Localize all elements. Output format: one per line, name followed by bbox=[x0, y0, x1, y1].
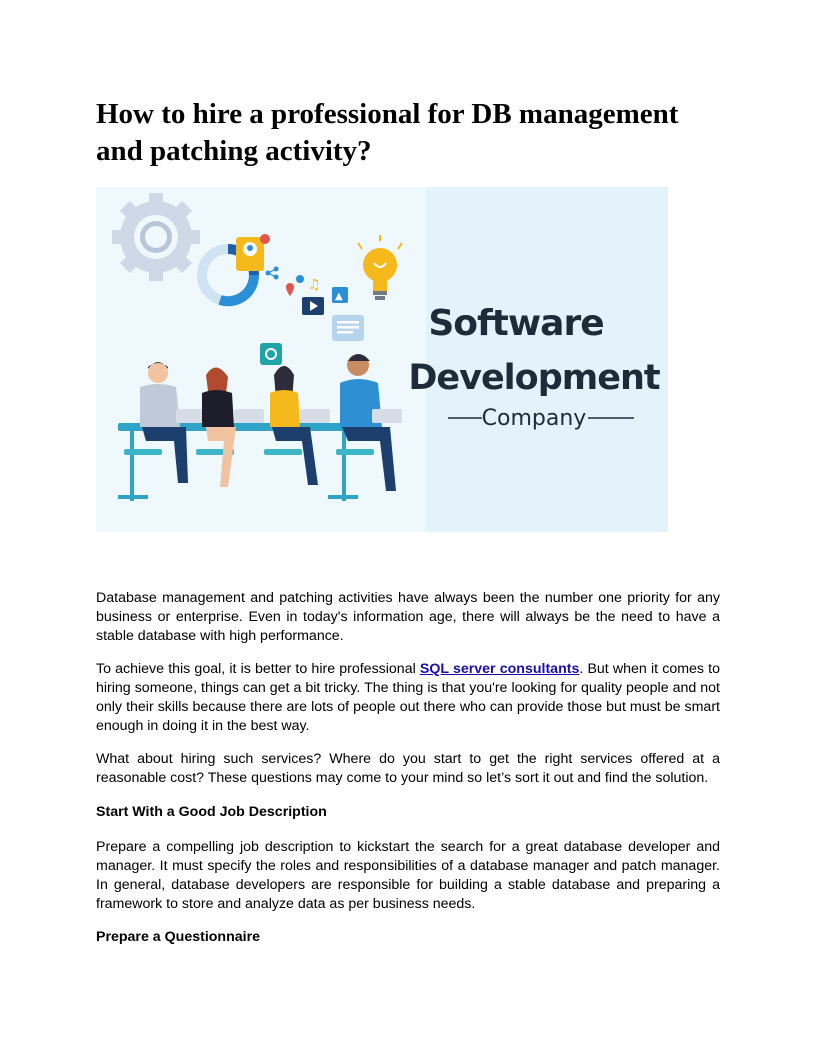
settings-icon bbox=[260, 343, 282, 365]
svg-text:▲: ▲ bbox=[335, 291, 343, 302]
play-video-icon bbox=[302, 297, 324, 315]
chat-message-icon bbox=[332, 315, 364, 341]
paragraph-questions: What about hiring such services? Where do you start to get the right services offered at a reasonable cost? These questions may come to your mind so let’s sort it out and find the solution. bbox=[96, 751, 720, 786]
like-icon bbox=[332, 287, 348, 303]
clock-icon bbox=[296, 275, 304, 283]
hero-line-software: Software bbox=[428, 303, 604, 344]
paragraph-goal-after: . But when it comes to hiring someone, things can get a bit tricky. The thing is that you're looking for quality people and not only their skills because there are lots of people out there who can provide those but must be smart enough in doing it in the best way. bbox=[96, 661, 721, 734]
heading-job-description: Start With a Good Job Description bbox=[96, 804, 327, 820]
gear-icon bbox=[112, 193, 200, 281]
paragraph-goal bbox=[96, 660, 720, 736]
hero-line-development: Development bbox=[408, 358, 660, 398]
paragraph-goal-before: To achieve this goal, it is better to hire professional bbox=[96, 661, 420, 677]
page-title: How to hire a professional for DB management and patching activity? bbox=[96, 98, 679, 167]
hero-line-company: Company bbox=[481, 406, 587, 431]
paragraph-intro: Database management and patching activities have always been the number one priority for any business or enterprise. Even in today's information age, there will always be the need to have a stable database with high performance. bbox=[96, 590, 720, 644]
paragraph-job-description: Prepare a compelling job description to kickstart the search for a great database developer and manager. It must specify the roles and responsibilities of a database manager and patch manager. In general, database developers are responsible for building a stable database and preparing a framework to store and analyze data as per business needs. bbox=[96, 839, 720, 912]
music-note-icon: ♫ bbox=[308, 277, 321, 293]
hero-illustration bbox=[96, 187, 668, 532]
heading-questionnaire: Prepare a Questionnaire bbox=[96, 929, 261, 945]
sql-server-consultants-link[interactable]: SQL server consultants bbox=[419, 661, 580, 677]
